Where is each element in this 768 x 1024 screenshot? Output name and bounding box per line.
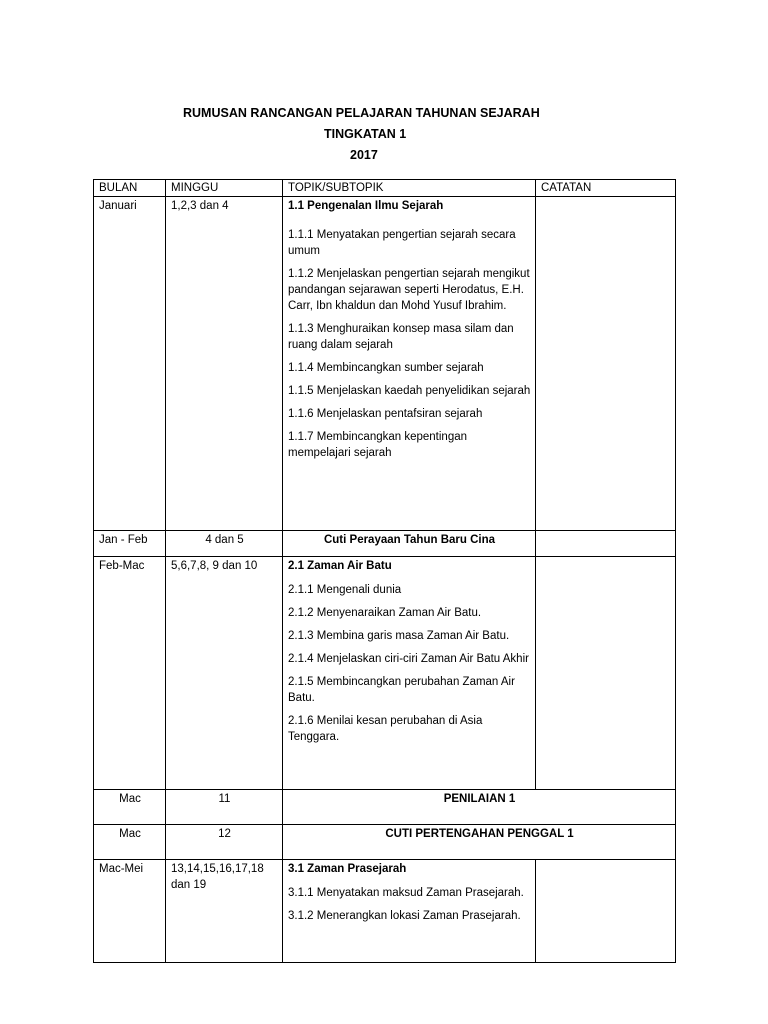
- cell-catatan: [536, 557, 676, 790]
- subtopic: 2.1.1 Mengenali dunia: [288, 584, 402, 596]
- cell-bulan: Feb-Mac: [94, 557, 166, 790]
- table-row: [94, 557, 676, 790]
- header-minggu: MINGGU: [166, 180, 283, 197]
- subtopic: 1.1.1 Menyatakan pengertian sejarah secara umum: [288, 229, 516, 257]
- cell-minggu: 12: [166, 825, 283, 860]
- table-row: [94, 860, 676, 963]
- lesson-plan-table: [93, 179, 676, 963]
- cell-catatan: [536, 531, 676, 557]
- subtopic: 1.1.7 Membincangkan kepentingan mempelajari sejarah: [288, 431, 468, 459]
- header-bulan: BULAN: [94, 180, 166, 197]
- assessment-label: PENILAIAN 1: [443, 793, 516, 805]
- cell-topik: [283, 860, 536, 963]
- holiday-label: CUTI PERTENGAHAN PENGGAL 1: [385, 828, 574, 840]
- title-line-1: RUMUSAN RANCANGAN PELAJARAN TAHUNAN SEJARAH: [183, 106, 540, 120]
- cell-catatan: [536, 197, 676, 531]
- subtopic: 1.1.5 Menjelaskan kaedah penyelidikan sejarah: [288, 385, 531, 397]
- cell-topik: [283, 557, 536, 790]
- subtopic: 3.1.1 Menyatakan maksud Zaman Prasejarah.: [288, 887, 524, 899]
- cell-topik: [283, 197, 536, 531]
- cell-minggu: 4 dan 5: [166, 531, 283, 557]
- cell-bulan: Januari: [94, 197, 166, 531]
- table-header-row: [94, 180, 676, 197]
- subtopic: 1.1.4 Membincangkan sumber sejarah: [288, 362, 484, 374]
- subtopic: 1.1.6 Menjelaskan pentafsiran sejarah: [288, 408, 483, 420]
- cell-bulan: Mac-Mei: [94, 860, 166, 963]
- header-catatan: CATATAN: [536, 180, 676, 197]
- cell-minggu: 13,14,15,16,17,18 dan 19: [166, 860, 283, 963]
- subtopic: 1.1.2 Menjelaskan pengertian sejarah mengikut pandangan sejarawan seperti Herodatus, E.H. Carr, Ibn khaldun dan Mohd Yusuf Ibrahim.: [288, 268, 530, 312]
- cell-topik: [283, 825, 676, 860]
- table-row: [94, 825, 676, 860]
- table-row: [94, 790, 676, 825]
- cell-topik: [283, 790, 676, 825]
- cell-bulan: Jan - Feb: [94, 531, 166, 557]
- subtopic: 3.1.2 Menerangkan lokasi Zaman Prasejarah.: [288, 910, 521, 922]
- table-row: [94, 197, 676, 531]
- subtopic: 2.1.5 Membincangkan perubahan Zaman Air Batu.: [288, 676, 515, 704]
- topic-heading: 3.1 Zaman Prasejarah: [288, 863, 407, 875]
- cell-minggu: 11: [166, 790, 283, 825]
- topic-heading: 1.1 Pengenalan Ilmu Sejarah: [288, 200, 444, 212]
- cell-bulan: Mac: [94, 825, 166, 860]
- cell-topik: Cuti Perayaan Tahun Baru Cina: [283, 531, 536, 557]
- subtopic: 2.1.3 Membina garis masa Zaman Air Batu.: [288, 630, 510, 642]
- subtopic: 2.1.4 Menjelaskan ciri-ciri Zaman Air Batu Akhir: [288, 653, 529, 665]
- subtopic: 1.1.3 Menghuraikan konsep masa silam dan ruang dalam sejarah: [288, 323, 514, 351]
- subtopic: 2.1.2 Menyenaraikan Zaman Air Batu.: [288, 607, 482, 619]
- title-line-3: 2017: [350, 148, 378, 162]
- title-line-2: TINGKATAN 1: [324, 127, 407, 141]
- cell-minggu: 1,2,3 dan 4: [166, 197, 283, 531]
- subtopic: 2.1.6 Menilai kesan perubahan di Asia Tenggara.: [288, 715, 483, 743]
- header-topik: TOPIK/SUBTOPIK: [283, 180, 536, 197]
- cell-bulan: Mac: [94, 790, 166, 825]
- cell-catatan: [536, 860, 676, 963]
- cell-minggu: 5,6,7,8, 9 dan 10: [166, 557, 283, 790]
- topic-heading: 2.1 Zaman Air Batu: [288, 560, 392, 572]
- table-row: [94, 531, 676, 557]
